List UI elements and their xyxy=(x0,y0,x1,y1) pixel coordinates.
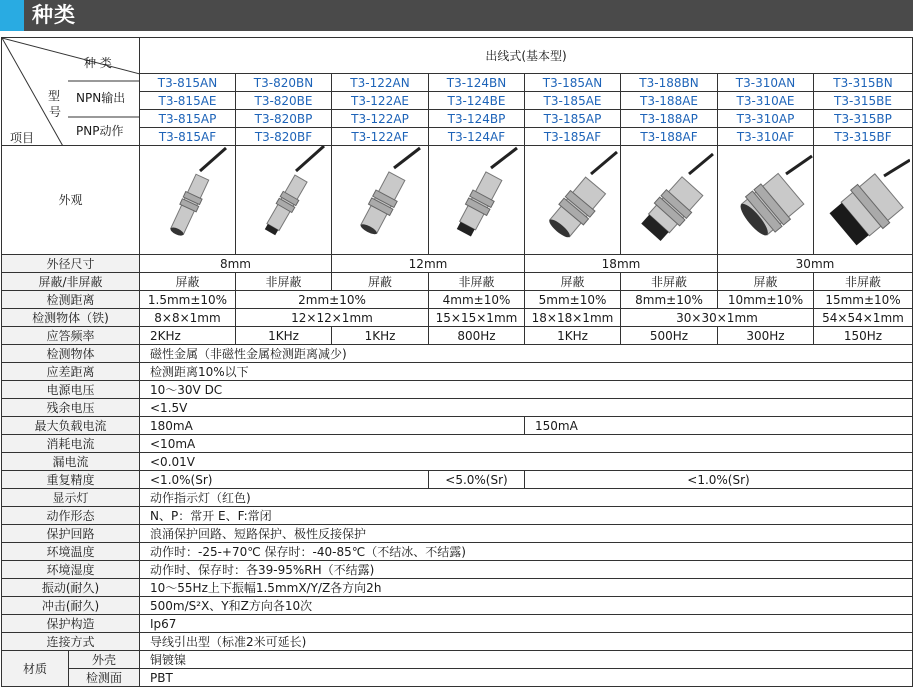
sensor-photo xyxy=(332,146,429,255)
cell-humid: 动作时、保存时：各39-95%RH（不结露) xyxy=(140,561,913,579)
row-label-distance: 检测距离 xyxy=(2,291,140,309)
model-cell: T3-124BN xyxy=(429,74,525,92)
row-label-shield: 屏蔽/非屏蔽 xyxy=(2,273,140,291)
model-cell: T3-188AF xyxy=(621,128,718,146)
cell-distance: 5mm±10% xyxy=(525,291,621,309)
cell-freq: 2KHz xyxy=(140,327,236,345)
cell-target: 30×30×1mm xyxy=(621,309,814,327)
row-label-voltage: 电源电压 xyxy=(2,381,140,399)
cell-vibration: 10～55Hz上下振幅1.5mmX/Y/Z各方向2h xyxy=(140,579,913,597)
row-label-connection: 连接方式 xyxy=(2,633,140,651)
model-cell: T3-820BE xyxy=(236,92,332,110)
cell-target: 15×15×1mm xyxy=(429,309,525,327)
model-cell: T3-820BN xyxy=(236,74,332,92)
cell-distance: 10mm±10% xyxy=(718,291,814,309)
cell-target: 8×8×1mm xyxy=(140,309,236,327)
cell-load: 150mA xyxy=(525,417,913,435)
model-cell: T3-122AF xyxy=(332,128,429,146)
sensor-photo xyxy=(140,146,236,255)
row-label-object: 检测物体 xyxy=(2,345,140,363)
row-label-temp: 环境温度 xyxy=(2,543,140,561)
model-cell: T3-185AN xyxy=(525,74,621,92)
model-cell: T3-124AF xyxy=(429,128,525,146)
row-label-material: 材质 xyxy=(2,651,69,687)
cell-distance: 2mm±10% xyxy=(236,291,429,309)
model-cell: T3-185AP xyxy=(525,110,621,128)
model-cell: T3-122AN xyxy=(332,74,429,92)
row-label-load: 最大负载电流 xyxy=(2,417,140,435)
sensor-photo xyxy=(718,146,814,255)
header-accent xyxy=(0,0,24,31)
cell-freq: 800Hz xyxy=(429,327,525,345)
corner-cell xyxy=(2,38,140,146)
appearance-label: 外观 xyxy=(2,146,140,255)
row-label-humid: 环境湿度 xyxy=(2,561,140,579)
row-label-shock: 冲击(耐久) xyxy=(2,597,140,615)
cell-freq: 300Hz xyxy=(718,327,814,345)
cell-face: PBT xyxy=(140,669,913,687)
cell-voltage: 10～30V DC xyxy=(140,381,913,399)
cell-target: 18×18×1mm xyxy=(525,309,621,327)
cell-hyst: 检测距离10%以下 xyxy=(140,363,913,381)
row-label-face: 检测面 xyxy=(69,669,140,687)
cell-shield: 非屏蔽 xyxy=(621,273,718,291)
spec-table xyxy=(1,37,913,687)
cell-repeat: <5.0%(Sr) xyxy=(429,471,525,489)
section-title: 种类 xyxy=(32,3,76,27)
model-cell: T3-310AN xyxy=(718,74,814,92)
row-label-hyst: 应差距离 xyxy=(2,363,140,381)
section-header xyxy=(0,0,913,31)
sensor-photo xyxy=(429,146,525,255)
corner-npn: NPN输出 xyxy=(76,91,126,105)
cell-distance: 1.5mm±10% xyxy=(140,291,236,309)
cell-repeat: <1.0%(Sr) xyxy=(525,471,913,489)
model-cell: T3-310AE xyxy=(718,92,814,110)
model-cell: T3-315BP xyxy=(814,110,913,128)
row-label-protect: 保护回路 xyxy=(2,525,140,543)
model-cell: T3-815AF xyxy=(140,128,236,146)
cell-shield: 屏蔽 xyxy=(140,273,236,291)
row-label-housing: 外壳 xyxy=(69,651,140,669)
model-cell: T3-315BN xyxy=(814,74,913,92)
cell-protect: 浪涌保护回路、短路保护、极性反接保护 xyxy=(140,525,913,543)
cell-distance: 8mm±10% xyxy=(621,291,718,309)
model-cell: T3-815AN xyxy=(140,74,236,92)
corner-item: 项目 xyxy=(10,131,35,145)
cell-shield: 屏蔽 xyxy=(332,273,429,291)
model-cell: T3-122AE xyxy=(332,92,429,110)
cell-diameter: 18mm xyxy=(525,255,718,273)
cell-shock: 500m/S²X、Y和Z方向各10次 xyxy=(140,597,913,615)
model-cell: T3-820BP xyxy=(236,110,332,128)
row-label-diameter: 外径尺寸 xyxy=(2,255,140,273)
row-label-indicator: 显示灯 xyxy=(2,489,140,507)
corner-pnp: PNP动作 xyxy=(76,124,124,138)
cell-diameter: 12mm xyxy=(332,255,525,273)
cell-target: 12×12×1mm xyxy=(236,309,429,327)
cell-mode: N、P：常开 E、F:常闭 xyxy=(140,507,913,525)
cell-freq: 500Hz xyxy=(621,327,718,345)
row-label-leak: 漏电流 xyxy=(2,453,140,471)
cell-indicator: 动作指示灯（红色) xyxy=(140,489,913,507)
model-cell: T3-820BF xyxy=(236,128,332,146)
cell-housing: 铜镀镍 xyxy=(140,651,913,669)
cell-structure: Ip67 xyxy=(140,615,913,633)
model-cell: T3-310AP xyxy=(718,110,814,128)
cell-freq: 1KHz xyxy=(332,327,429,345)
corner-kind: 种 类 xyxy=(84,56,112,70)
row-label-freq: 应答频率 xyxy=(2,327,140,345)
model-cell: T3-122AP xyxy=(332,110,429,128)
corner-model-1: 型 xyxy=(48,89,61,103)
cell-freq: 1KHz xyxy=(236,327,332,345)
cell-consumption: <10mA xyxy=(140,435,913,453)
cell-shield: 非屏蔽 xyxy=(814,273,913,291)
model-cell: T3-188AE xyxy=(621,92,718,110)
model-cell: T3-815AE xyxy=(140,92,236,110)
row-label-consumption: 消耗电流 xyxy=(2,435,140,453)
model-cell: T3-124BE xyxy=(429,92,525,110)
row-label-vibration: 振动(耐久) xyxy=(2,579,140,597)
cell-distance: 4mm±10% xyxy=(429,291,525,309)
cell-freq: 150Hz xyxy=(814,327,913,345)
row-label-residual: 残余电压 xyxy=(2,399,140,417)
model-cell: T3-124BP xyxy=(429,110,525,128)
model-cell: T3-188AP xyxy=(621,110,718,128)
cell-leak: <0.01V xyxy=(140,453,913,471)
model-cell: T3-315BE xyxy=(814,92,913,110)
cell-connection: 导线引出型（标准2米可延长) xyxy=(140,633,913,651)
model-cell: T3-310AF xyxy=(718,128,814,146)
row-label-repeat: 重复精度 xyxy=(2,471,140,489)
cell-target: 54×54×1mm xyxy=(814,309,913,327)
row-label-mode: 动作形态 xyxy=(2,507,140,525)
cell-object: 磁性金属（非磁性金属检测距离减少) xyxy=(140,345,913,363)
cell-shield: 非屏蔽 xyxy=(429,273,525,291)
model-cell: T3-188BN xyxy=(621,74,718,92)
cell-shield: 非屏蔽 xyxy=(236,273,332,291)
model-cell: T3-815AP xyxy=(140,110,236,128)
cell-shield: 屏蔽 xyxy=(525,273,621,291)
model-cell: T3-185AE xyxy=(525,92,621,110)
model-cell: T3-315BF xyxy=(814,128,913,146)
cell-shield: 屏蔽 xyxy=(718,273,814,291)
group-title: 出线式(基本型) xyxy=(140,38,913,74)
cell-load: 180mA xyxy=(140,417,525,435)
corner-model-2: 号 xyxy=(49,105,62,119)
row-label-target: 检测物体（铁) xyxy=(2,309,140,327)
sensor-photo xyxy=(525,146,621,255)
sensor-photo xyxy=(814,146,913,255)
sensor-photo xyxy=(236,146,332,255)
sensor-photo xyxy=(621,146,718,255)
cell-repeat: <1.0%(Sr) xyxy=(140,471,429,489)
cell-diameter: 30mm xyxy=(718,255,913,273)
model-cell: T3-185AF xyxy=(525,128,621,146)
cell-distance: 15mm±10% xyxy=(814,291,913,309)
cell-residual: <1.5V xyxy=(140,399,913,417)
cell-temp: 动作时：-25-+70℃ 保存时：-40-85℃（不结冰、不结露) xyxy=(140,543,913,561)
cell-freq: 1KHz xyxy=(525,327,621,345)
cell-diameter: 8mm xyxy=(140,255,332,273)
row-label-structure: 保护构造 xyxy=(2,615,140,633)
